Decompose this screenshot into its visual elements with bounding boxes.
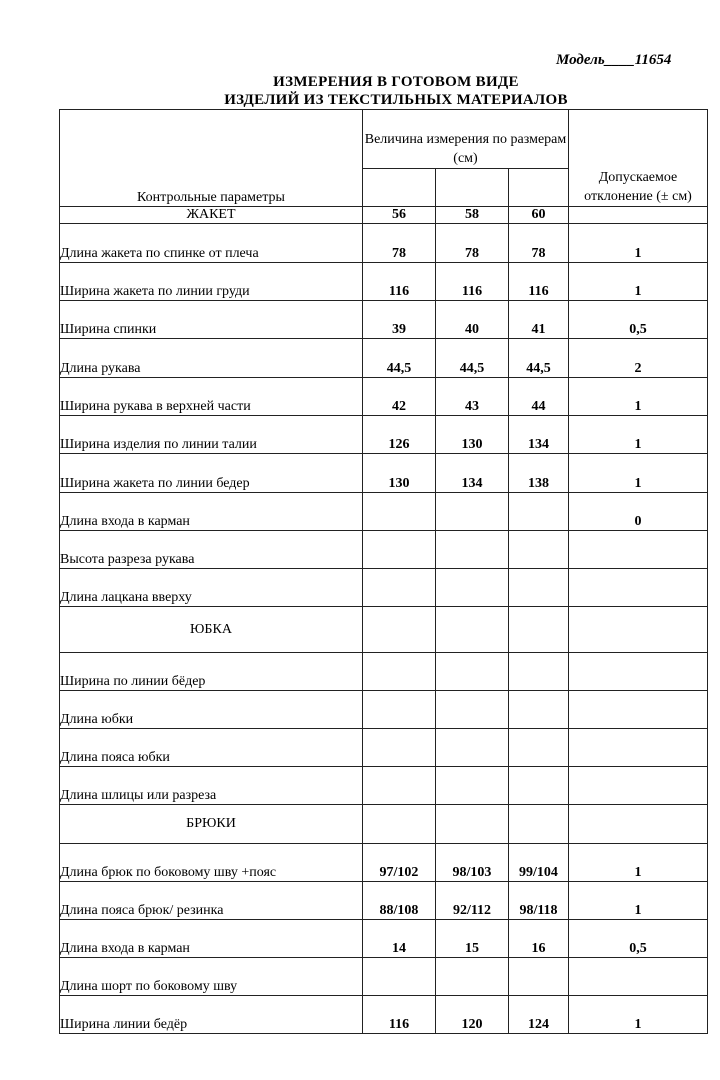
value-cell: 116 [509, 263, 569, 301]
value-cell [509, 958, 569, 996]
value-cell [436, 805, 509, 844]
value-cell [436, 531, 509, 569]
header-size-cell-2 [436, 169, 509, 207]
parameter-label: Длина шлицы или разреза [60, 767, 363, 805]
value-cell: 44,5 [436, 339, 509, 378]
parameter-label: Ширина жакета по линии груди [60, 263, 363, 301]
tolerance-cell [569, 958, 708, 996]
tolerance-cell [569, 729, 708, 767]
parameter-label: Длина юбки [60, 691, 363, 729]
value-cell [509, 531, 569, 569]
value-cell: 126 [363, 416, 436, 454]
header-tolerance: Допускаемое отклонение (± см) [569, 110, 708, 207]
table-row [60, 920, 708, 958]
value-cell [436, 653, 509, 691]
table-row [60, 454, 708, 493]
tolerance-cell: 2 [569, 339, 708, 378]
value-cell [509, 607, 569, 653]
parameter-label: Ширина линии бедёр [60, 996, 363, 1034]
size-header-cell: 56 [363, 207, 436, 224]
value-cell [363, 691, 436, 729]
value-cell [509, 691, 569, 729]
parameter-label: Длина пояса брюк/ резинка [60, 882, 363, 920]
table-row [60, 569, 708, 607]
value-cell: 116 [436, 263, 509, 301]
value-cell [363, 607, 436, 653]
parameter-label: Длина входа в карман [60, 920, 363, 958]
value-cell: 44,5 [363, 339, 436, 378]
value-cell: 116 [363, 263, 436, 301]
value-cell: 42 [363, 378, 436, 416]
tolerance-cell [569, 653, 708, 691]
tolerance-cell: 1 [569, 844, 708, 882]
parameter-label: Ширина по линии бёдер [60, 653, 363, 691]
value-cell [509, 729, 569, 767]
value-cell [363, 958, 436, 996]
value-cell: 44 [509, 378, 569, 416]
table-row [60, 263, 708, 301]
size-header-cell: 58 [436, 207, 509, 224]
section-label: БРЮКИ [60, 805, 363, 844]
value-cell: 43 [436, 378, 509, 416]
value-cell: 134 [436, 454, 509, 493]
value-cell [509, 493, 569, 531]
value-cell: 88/108 [363, 882, 436, 920]
tolerance-cell [569, 607, 708, 653]
value-cell: 16 [509, 920, 569, 958]
value-cell [509, 805, 569, 844]
value-cell: 97/102 [363, 844, 436, 882]
value-cell: 92/112 [436, 882, 509, 920]
table-row [60, 531, 708, 569]
tolerance-cell: 1 [569, 882, 708, 920]
header-size-cell-1 [363, 169, 436, 207]
value-cell [436, 691, 509, 729]
tolerance-cell: 1 [569, 454, 708, 493]
value-cell: 130 [363, 454, 436, 493]
tolerance-cell: 1 [569, 263, 708, 301]
tolerance-cell [569, 569, 708, 607]
value-cell: 78 [509, 224, 569, 263]
tolerance-cell [569, 805, 708, 844]
parameter-label: Ширина спинки [60, 301, 363, 339]
parameter-label: Длина жакета по спинке от плеча [60, 224, 363, 263]
parameter-label: Длина входа в карман [60, 493, 363, 531]
value-cell [509, 569, 569, 607]
value-cell [436, 607, 509, 653]
value-cell [436, 729, 509, 767]
value-cell: 130 [436, 416, 509, 454]
table-row [60, 416, 708, 454]
section-label: ЮБКА [60, 607, 363, 653]
tolerance-cell: 0 [569, 493, 708, 531]
parameter-label: Длина рукава [60, 339, 363, 378]
table-row [60, 805, 708, 844]
value-cell: 78 [436, 224, 509, 263]
tolerance-cell: 1 [569, 416, 708, 454]
table-row [60, 224, 708, 263]
table-row [60, 378, 708, 416]
document-title-line-1: ИЗМЕРЕНИЯ В ГОТОВОМ ВИДЕ [273, 74, 519, 90]
section-label: ЖАКЕТ [60, 207, 363, 224]
parameter-label: Ширина рукава в верхней части [60, 378, 363, 416]
table-row [60, 958, 708, 996]
table-row [60, 729, 708, 767]
header-row [60, 110, 708, 169]
table-row [60, 691, 708, 729]
parameter-label: Длина пояса юбки [60, 729, 363, 767]
value-cell: 39 [363, 301, 436, 339]
value-cell: 138 [509, 454, 569, 493]
table-row [60, 882, 708, 920]
tolerance-cell: 0,5 [569, 301, 708, 339]
value-cell: 14 [363, 920, 436, 958]
table-row [60, 653, 708, 691]
value-cell: 99/104 [509, 844, 569, 882]
parameter-label: Длина брюк по боковому шву +пояс [60, 844, 363, 882]
tolerance-cell: 0,5 [569, 920, 708, 958]
value-cell: 116 [363, 996, 436, 1034]
value-cell [363, 805, 436, 844]
table-row [60, 607, 708, 653]
header-size-cell-3 [509, 169, 569, 207]
table-row [60, 339, 708, 378]
value-cell: 41 [509, 301, 569, 339]
tolerance-cell: 1 [569, 996, 708, 1034]
value-cell: 40 [436, 301, 509, 339]
value-cell [363, 569, 436, 607]
parameter-label: Ширина изделия по линии талии [60, 416, 363, 454]
value-cell: 44,5 [509, 339, 569, 378]
model-number: Модель____11654 [556, 52, 672, 68]
document-title-line-2: ИЗДЕЛИЙ ИЗ ТЕКСТИЛЬНЫХ МАТЕРИАЛОВ [224, 92, 568, 108]
table-row [60, 493, 708, 531]
table-row [60, 301, 708, 339]
value-cell: 120 [436, 996, 509, 1034]
tolerance-cell [569, 531, 708, 569]
table-row [60, 767, 708, 805]
value-cell [363, 729, 436, 767]
table-row [60, 844, 708, 882]
value-cell [363, 767, 436, 805]
value-cell: 98/118 [509, 882, 569, 920]
value-cell [436, 569, 509, 607]
value-cell: 15 [436, 920, 509, 958]
size-header-cell: 60 [509, 207, 569, 224]
value-cell [363, 653, 436, 691]
header-measure: Величина измерения по размерам (см) [363, 110, 569, 169]
value-cell [436, 767, 509, 805]
value-cell: 98/103 [436, 844, 509, 882]
value-cell: 78 [363, 224, 436, 263]
value-cell: 124 [509, 996, 569, 1034]
parameter-label: Высота разреза рукава [60, 531, 363, 569]
value-cell: 134 [509, 416, 569, 454]
value-cell [363, 493, 436, 531]
parameter-label: Длина шорт по боковому шву [60, 958, 363, 996]
value-cell [509, 653, 569, 691]
measurement-table [59, 109, 708, 1034]
table-row [60, 996, 708, 1034]
header-param: Контрольные параметры [60, 110, 363, 207]
tolerance-cell [569, 207, 708, 224]
parameter-label: Ширина жакета по линии бедер [60, 454, 363, 493]
value-cell [509, 767, 569, 805]
tolerance-cell: 1 [569, 378, 708, 416]
parameter-label: Длина лацкана вверху [60, 569, 363, 607]
table-row [60, 207, 708, 224]
tolerance-cell [569, 767, 708, 805]
tolerance-cell [569, 691, 708, 729]
value-cell [436, 958, 509, 996]
value-cell [363, 531, 436, 569]
value-cell [436, 493, 509, 531]
tolerance-cell: 1 [569, 224, 708, 263]
